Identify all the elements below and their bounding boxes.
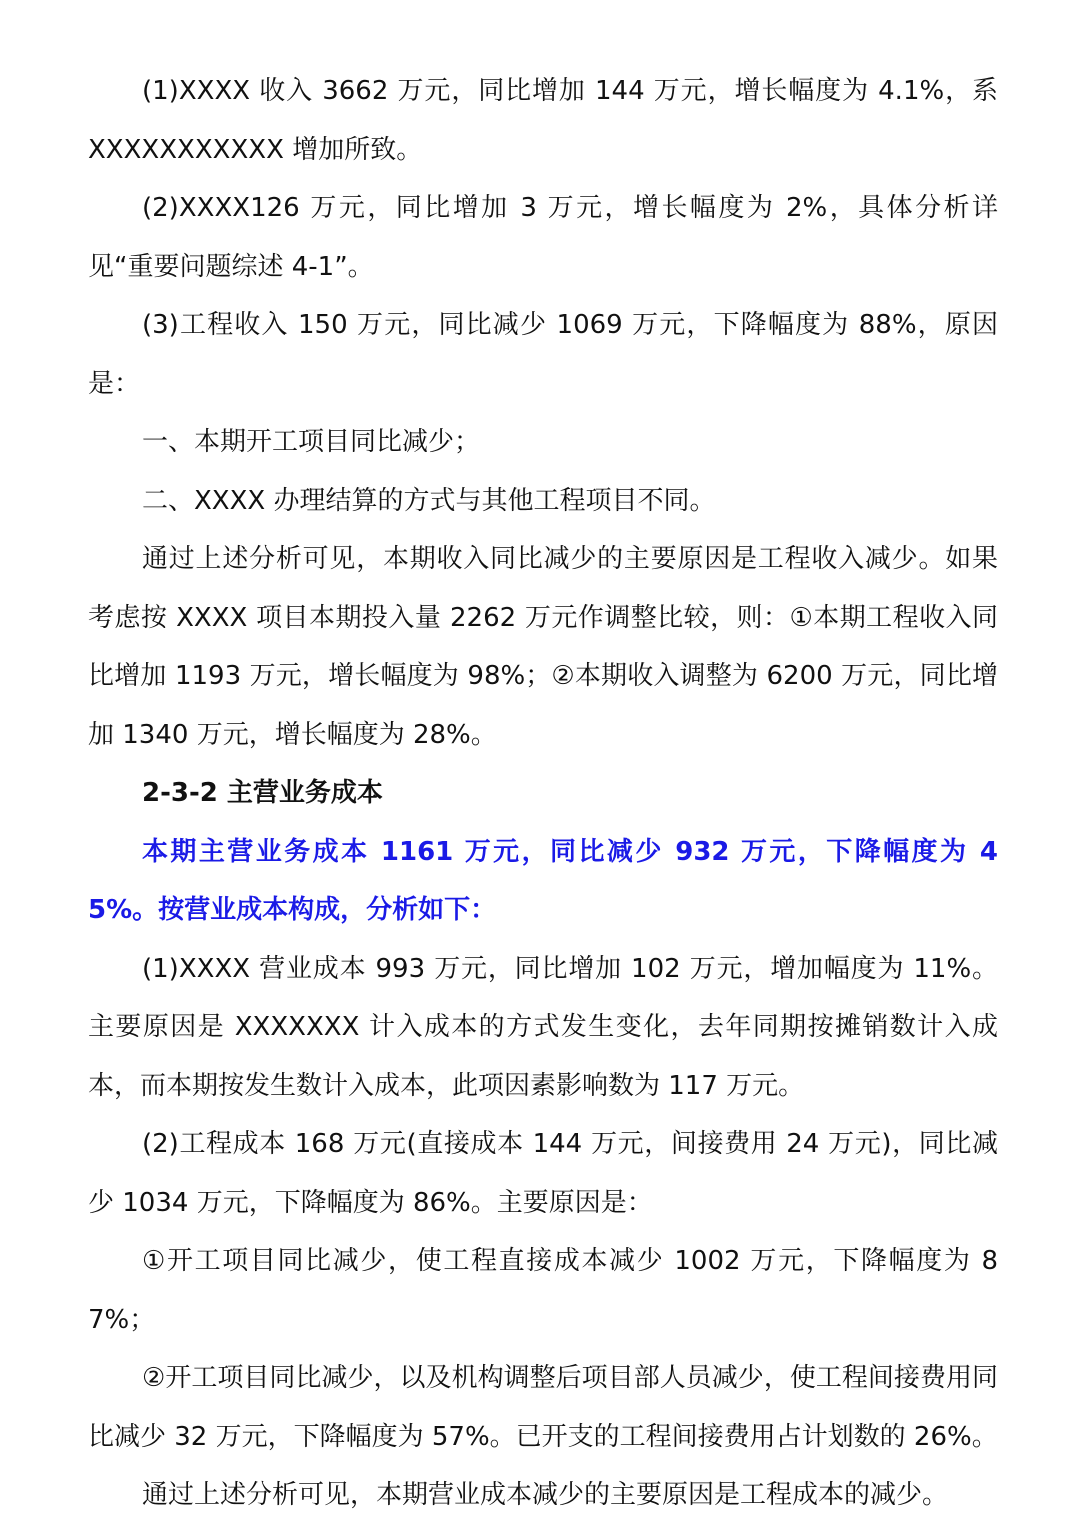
section-heading: 2-3-2 主营业务成本 xyxy=(142,778,383,808)
cost-summary: 本期主营业务成本 1161 万元，同比减少 932 万元，下降幅度为 45%。按营业成本构成，分析如下： xyxy=(88,836,998,925)
cost-item-2: (2)工程成本 168 万元(直接成本 144 万元，间接费用 24 万元)，同比减少 1034 万元，下降幅度为 86%。主要原因是： xyxy=(88,1129,998,1218)
document-page xyxy=(88,62,998,1525)
cost-reason-1: ①开工项目同比减少，使工程直接成本减少 1002 万元，下降幅度为 87%； xyxy=(88,1246,998,1335)
cost-reason-2: ②开工项目同比减少，以及机构调整后项目部人员减少，使工程间接费用同比减少 32 万元，下降幅度为 57%。已开支的工程间接费用占计划数的 26%。 xyxy=(88,1363,998,1452)
revenue-item-2: (2)XXXX126 万元，同比增加 3 万元，增长幅度为 2%，具体分析详见“重要问题综述 4-1”。 xyxy=(88,193,998,282)
revenue-conclusion: 通过上述分析可见，本期收入同比减少的主要原因是工程收入减少。如果考虑按 XXXX 项目本期投入量 2262 万元作调整比较，则：①本期工程收入同比增加 1193 万元，增长幅度为 98%；②本期收入调整为 6200 万元，同比增加 1340 万元，增长幅度为 28%。 xyxy=(88,544,998,750)
cost-conclusion: 通过上述分析可见，本期营业成本减少的主要原因是工程成本的减少。 xyxy=(142,1480,949,1510)
revenue-item-3: (3)工程收入 150 万元，同比减少 1069 万元，下降幅度为 88%，原因是： xyxy=(88,310,998,399)
cost-item-1: (1)XXXX 营业成本 993 万元，同比增加 102 万元，增加幅度为 11%。主要原因是 XXXXXXX 计入成本的方式发生变化，去年同期按摊销数计入成本，而本期按发生数计入成本，此项因素影响数为 117 万元。 xyxy=(88,953,998,1101)
revenue-item-1: (1)XXXX 收入 3662 万元，同比增加 144 万元，增长幅度为 4.1%，系 XXXXXXXXXXX 增加所致。 xyxy=(88,76,998,165)
revenue-reason-1: 一、本期开工项目同比减少； xyxy=(142,427,481,457)
revenue-reason-2: 二、XXXX 办理结算的方式与其他工程项目不同。 xyxy=(142,485,716,516)
